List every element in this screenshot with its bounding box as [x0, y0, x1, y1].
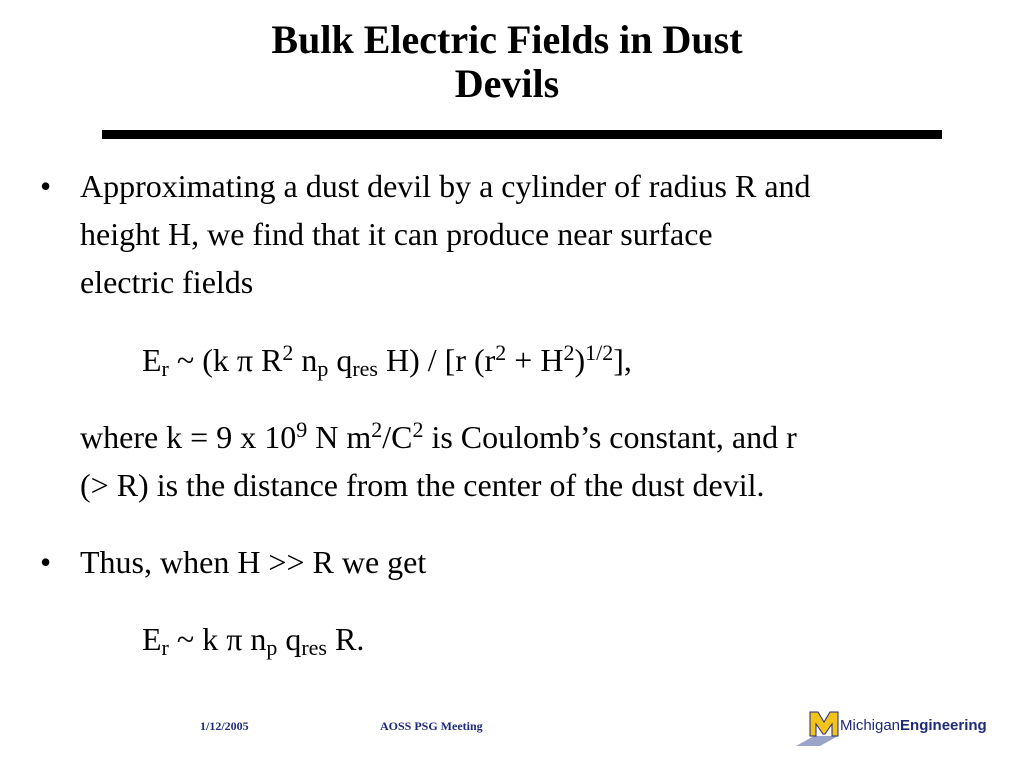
where-part-3: /C: [382, 419, 413, 455]
eq2-sub-r: r: [161, 635, 169, 660]
eq2-part-2: q: [277, 621, 302, 657]
bullet-1-line-1: Approximating a dust devil by a cylinder of radius R and: [80, 168, 811, 204]
where-sup-2b: 2: [412, 417, 424, 442]
logo-michigan-text: Michigan: [840, 717, 901, 734]
where-line-2: (> R) is the distance from the center of the dust devil.: [80, 467, 765, 503]
slide-title: [0, 18, 1014, 106]
eq2-part-1: ~ k π n: [168, 621, 267, 657]
slide-title-line-1: Bulk Electric Fields in Dust: [271, 17, 743, 62]
footer-date: 1/12/2005: [200, 719, 249, 733]
eq2-part-3: R.: [327, 621, 365, 657]
eq2-sub-res: res: [301, 635, 327, 660]
block-m-icon: [794, 708, 840, 748]
bullet-1-line-3: electric fields: [80, 264, 254, 300]
bullet-marker-1: •: [40, 168, 52, 204]
eq2-sub-p: p: [266, 635, 278, 660]
eq1-sub-p: p: [317, 356, 329, 381]
where-part-4: is Coulomb’s constant, and r: [423, 419, 797, 455]
bullet-2-text: Thus, when H >> R we get: [80, 544, 427, 580]
eq1-sub-res: res: [352, 356, 378, 381]
where-sup-2a: 2: [371, 417, 383, 442]
slide-title-line-2: Devils: [454, 61, 560, 106]
eq1-part-1: ~ (k π R: [168, 342, 283, 378]
eq2-E: E: [142, 621, 162, 657]
eq1-part-7: ],: [613, 342, 632, 378]
footer-meeting: AOSS PSG Meeting: [380, 719, 483, 733]
eq1-part-6: ): [574, 342, 586, 378]
eq1-sup-2c: 2: [563, 340, 575, 365]
bullet-1-line-2: height H, we find that it can produce near surface: [80, 216, 713, 252]
eq1-sup-half: 1/2: [585, 340, 614, 365]
equation-electric-field-general: [142, 336, 632, 384]
where-sup-9: 9: [296, 417, 308, 442]
eq1-sub-r: r: [161, 356, 169, 381]
michigan-engineering-logo: [794, 708, 1014, 748]
title-divider: [102, 130, 942, 139]
where-part-2: N m: [307, 419, 372, 455]
where-part-1: where k = 9 x 10: [80, 419, 297, 455]
eq1-part-3: q: [328, 342, 353, 378]
eq1-sup-2b: 2: [495, 340, 507, 365]
where-line-1: [80, 413, 797, 461]
eq1-part-4: H) / [r (r: [378, 342, 496, 378]
logo-engineering-text: Engineering: [900, 717, 987, 734]
bullet-marker-2: •: [40, 544, 52, 580]
eq1-part-2: n: [293, 342, 318, 378]
eq1-E: E: [142, 342, 162, 378]
equation-electric-field-limit: [142, 615, 364, 663]
eq1-sup-2a: 2: [282, 340, 294, 365]
logo-wordmark: [840, 717, 987, 734]
eq1-part-5: + H: [506, 342, 564, 378]
